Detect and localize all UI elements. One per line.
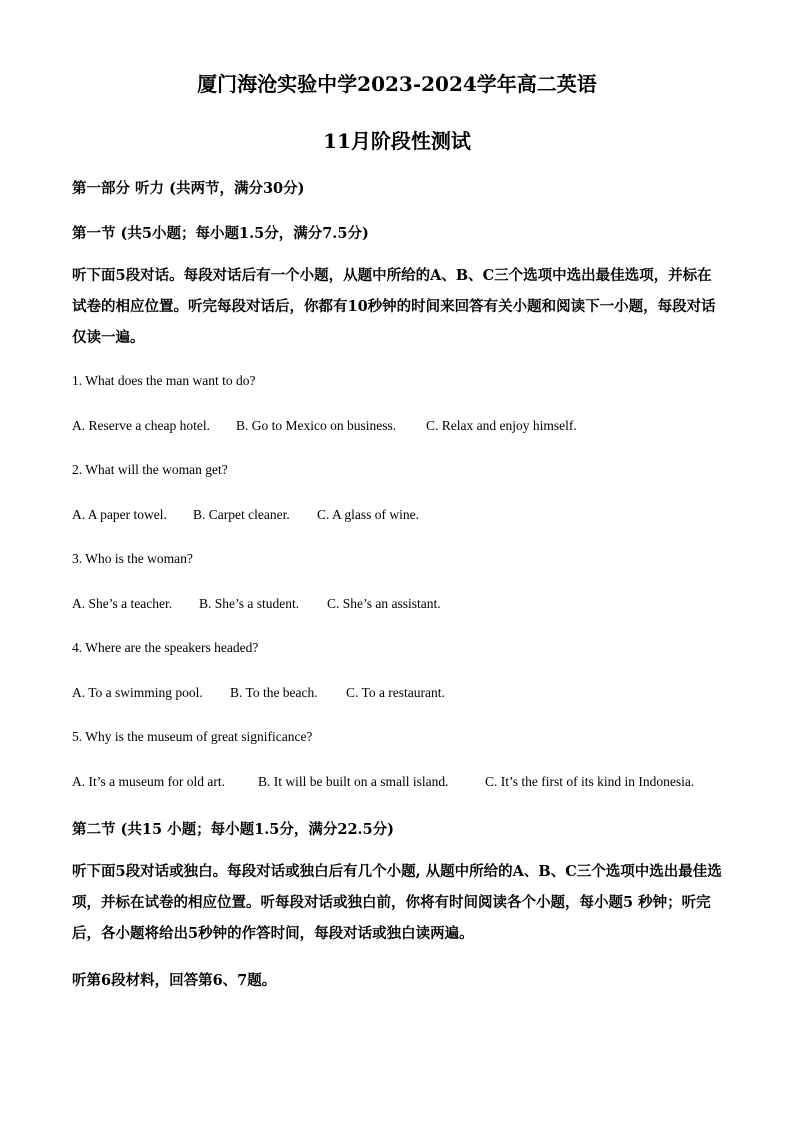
question-4-option-c[interactable]: C. To a restaurant. (346, 685, 445, 700)
question-3-stem: 3. Who is the woman? (72, 551, 193, 566)
question-4-stem: 4. Where are the speakers headed? (72, 640, 259, 655)
question-4-option-b[interactable]: B. To the beach. (230, 685, 318, 700)
question-2-option-a[interactable]: A. A paper towel. (72, 507, 167, 522)
question-2-stem: 2. What will the woman get? (72, 462, 228, 477)
question-2-options (72, 507, 419, 523)
section2-heading: 第二节 (共15 小题；每小题1.5分，满分22.5分) (72, 821, 395, 838)
question-3-option-c[interactable]: C. She’s an assistant. (327, 596, 441, 611)
question-5-options (72, 774, 694, 790)
question-2-option-c[interactable]: C. A glass of wine. (317, 507, 420, 522)
question-1-stem: 1. What does the man want to do? (72, 373, 256, 388)
question-5-stem: 5. Why is the museum of great significance? (72, 729, 313, 744)
exam-title: 厦门海沧实验中学2023-2024学年高二英语 (197, 72, 597, 96)
section1-heading: 第一节 (共5小题；每小题1.5分，满分7.5分) (72, 225, 369, 242)
question-3-options (72, 596, 441, 612)
question-1-option-b[interactable]: B. Go to Mexico on business. (236, 418, 397, 433)
material-note: 听第6段材料，回答第6、7题。 (72, 972, 277, 989)
question-5-option-c[interactable]: C. It’s the first of its kind in Indonesia. (485, 774, 695, 789)
question-3-option-b[interactable]: B. She’s a student. (199, 596, 300, 611)
question-1-option-c[interactable]: C. Relax and enjoy himself. (426, 418, 577, 433)
question-2-option-b[interactable]: B. Carpet cleaner. (193, 507, 290, 522)
exam-subtitle: 11月阶段性测试 (323, 129, 471, 153)
question-1-options (72, 418, 577, 434)
question-4-option-a[interactable]: A. To a swimming pool. (72, 685, 203, 700)
question-4-options (72, 685, 445, 701)
question-1-option-a[interactable]: A. Reserve a cheap hotel. (72, 418, 210, 433)
question-5-option-a[interactable]: A. It’s a museum for old art. (72, 774, 225, 789)
part1-heading: 第一部分 听力 (共两节，满分30分) (72, 180, 305, 197)
section2-instructions: 听下面5段对话或独白。每段对话或独白后有几个小题, 从题中所给的A、B、C三个选项中选出最佳选项，并标在试卷的相应位置。听每段对话或独白前，你将有时间阅读各个小题，每小题5 秒钟；听完后，各小题将给出5秒钟的作答时间，每段对话或独白读两遍。 (72, 863, 722, 942)
question-5-option-b[interactable]: B. It will be built on a small island. (258, 774, 449, 789)
section1-instructions: 听下面5段对话。每段对话后有一个小题，从题中所给的A、B、C三个选项中选出最佳选项，并标在试卷的相应位置。听完每段对话后，你都有10秒钟的时间来回答有关小题和阅读下一小题，每段对话仅读一遍。 (72, 267, 716, 346)
question-3-option-a[interactable]: A. She’s a teacher. (72, 596, 173, 611)
